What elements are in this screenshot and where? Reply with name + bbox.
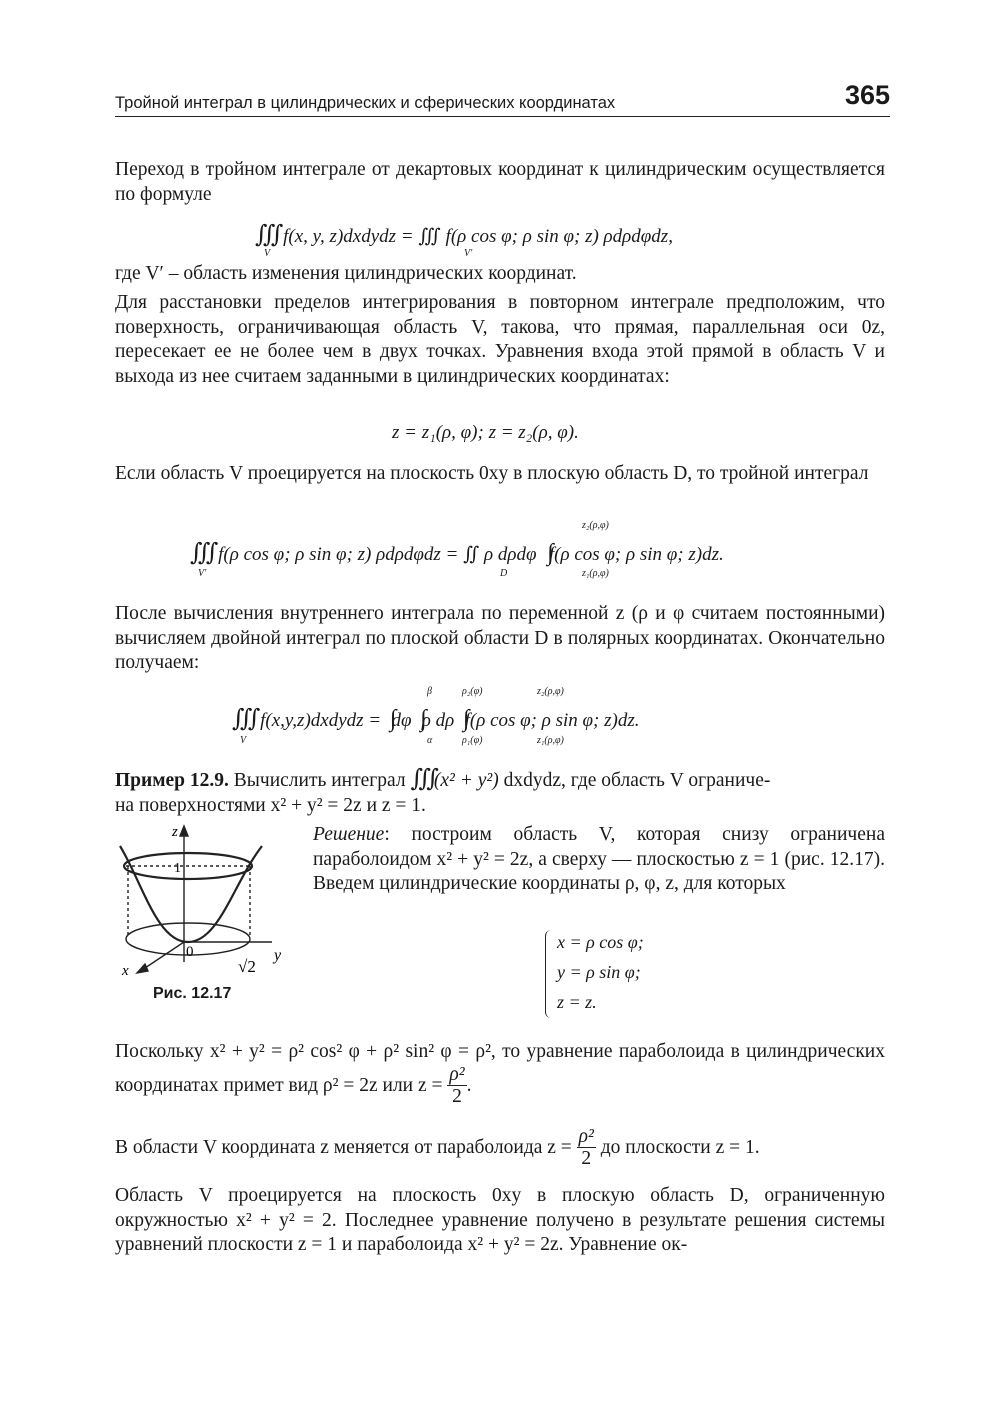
paragraph-5: После вычисления внутреннего интеграла по переменной z (ρ и φ считаем постоянными) вычисляем двойной интеграл по плоской области D в полярных координатах. Окончательно получаем: xyxy=(115,603,885,673)
label-y: y xyxy=(274,947,282,964)
formula-4-alpha: α xyxy=(427,735,433,746)
paragraph-8: Область V проецируется на плоскость 0xy в плоскую область D, ограниченную окружностью x² + y² = 2. Последнее уравнение получено в результате решения системы уравнений плоскости z = 1 и параболоида x² + y² = 2z. Уравнение ок- xyxy=(115,1185,885,1255)
parabola xyxy=(120,846,262,942)
solution xyxy=(313,823,885,897)
page-number: 365 xyxy=(844,80,890,110)
system-eq-1: x = ρ cos φ; xyxy=(557,932,644,952)
formula-final: ∭ f(x,y,z)dxdydz = ∫dφ ∫ρ dρ ∫f(ρ cos φ; ρ sin φ; z)dz. xyxy=(232,706,640,732)
system-brace xyxy=(545,930,556,1018)
z-arrow xyxy=(180,826,188,836)
formula-cylindrical-transform: ∭ f(x, y, z)dxdydz = ∭ f(ρ cos φ; ρ sin φ; z) ρdρdφdz, xyxy=(255,222,673,248)
formula-z-limits: z = z₁(ρ, φ); z = z₂(ρ, φ). xyxy=(392,422,579,443)
paragraph-1: Переход в тройном интеграле от декартовых координат к цилиндрическим осуществляется по формуле xyxy=(115,159,885,205)
example-text-b: dxdydz, где область V ограниче- xyxy=(503,770,771,791)
label-1: 1 xyxy=(174,861,181,876)
formula-4-beta: β xyxy=(427,686,432,697)
x-axis xyxy=(142,942,184,970)
formula-iterated: ∭ f(ρ cos φ; ρ sin φ; z) ρdρdφdz = ∬ ρ dρdφ ∫f(ρ cos φ; ρ sin φ; z)dz. xyxy=(190,540,724,566)
solution-text: : построим область V, которая снизу ограничена параболоидом x² + y² = 2z, а сверху — плоскостью z = 1 (рис. 12.17). Введем цилиндрические координаты ρ, φ, z, для которых xyxy=(313,824,885,894)
fraction-rho2-over-2-b: $\frac{\text{ρ²}}{2}$ xyxy=(578,1126,594,1169)
formula-3-lower: z₁(ρ,φ) xyxy=(582,568,609,579)
example-12-9: Пример 12.9. Вычислить интеграл ∭(x² + y²) dxdydz, где область V ограниче- на поверхностями x² + y² = 2z и z = 1. xyxy=(115,766,771,816)
system-eq-2: y = ρ sin φ; xyxy=(557,962,641,982)
example-text-c: на поверхностями x² + y² = 2z и z = 1. xyxy=(115,794,426,816)
formula-4-limit-v: V xyxy=(240,735,247,746)
paragraph-7: В области V координата z меняется от параболоида z = $\frac{\text{ρ²}}{2}$ до плоскости z = 1. xyxy=(115,1126,760,1169)
label-z: z xyxy=(172,824,178,840)
formula-3-upper: z₂(ρ,φ) xyxy=(582,520,609,531)
example-text-a: Вычислить интеграл xyxy=(233,770,406,791)
paragraph-2: где V′ – область изменения цилиндрических координат. xyxy=(115,263,577,284)
solution-label: Решение xyxy=(313,824,385,845)
label-0: 0 xyxy=(186,944,194,960)
label-x: x xyxy=(122,963,129,979)
formula-4-rho1: ρ₁(φ) xyxy=(462,735,483,746)
formula-4-rho2: ρ₂(φ) xyxy=(462,686,483,697)
formula-3-limit-v: V′ xyxy=(198,568,207,579)
paragraph-3: Для расстановки пределов интегрирования в повторном интеграле предположим, что поверхность, ограничивающая область V, такова, что прямая, параллельная оси 0z, пересекает ее не более чем в двух точках. Уравнения входа этой прямой в область V и выхода из нее считаем заданными в цилиндрических координатах: xyxy=(115,292,885,387)
paragraph-6: Поскольку x² + y² = ρ² cos² φ + ρ² sin² φ = ρ², то уравнение параболоида в цилиндрических координатах примет вид ρ² = 2z или z = $\frac{\text{ρ²}}{2}$ . xyxy=(115,1041,885,1107)
example-integrand: (x² + y²) xyxy=(433,770,499,791)
figure-paraboloid xyxy=(112,822,292,982)
formula-3-limit-d: D xyxy=(500,568,508,579)
formula-1-limit-v-prime: V′ xyxy=(464,248,473,259)
formula-4-z1: z₁(ρ,φ) xyxy=(537,735,564,746)
paragraph-4: Если область V проецируется на плоскость 0xy в плоскую область D, то тройной интеграл xyxy=(115,463,869,484)
x-arrow xyxy=(137,964,148,973)
figure-caption: Рис. 12.17 xyxy=(153,985,232,1002)
cylindrical-system xyxy=(545,930,665,1020)
header-title: Тройной интеграл в цилиндрических и сферических координатах xyxy=(115,94,616,112)
formula-1-limit-v: V xyxy=(264,248,271,259)
label-sqrt2: √2 xyxy=(238,957,256,976)
example-label: Пример 12.9. xyxy=(115,770,229,791)
formula-4-z2: z₂(ρ,φ) xyxy=(537,686,564,697)
running-header xyxy=(115,80,890,117)
system-eq-3: z = z. xyxy=(557,992,597,1012)
fraction-rho2-over-2: $\frac{\text{ρ²}}{2}$ xyxy=(449,1063,465,1107)
